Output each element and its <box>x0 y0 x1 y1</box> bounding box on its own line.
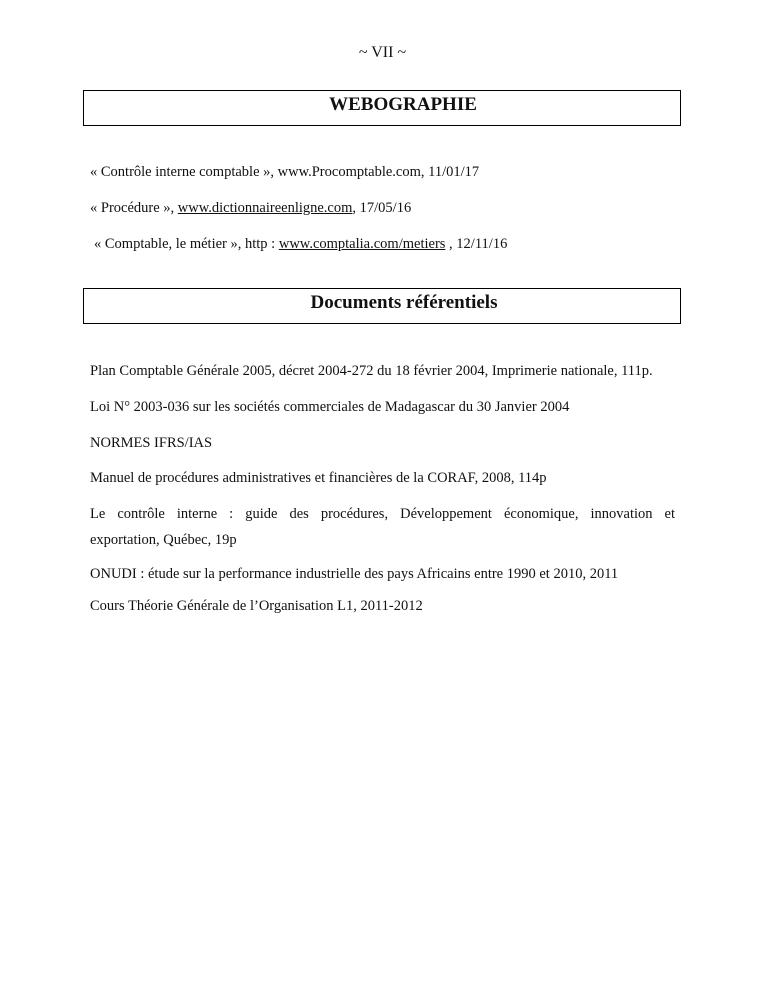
webographie-header-box <box>83 90 681 126</box>
document-entry: Loi N° 2003-036 sur les sociétés commerciales de Madagascar du 30 Janvier 2004 <box>90 399 570 415</box>
document-entry: ONUDI : étude sur la performance industrielle des pays Africains entre 1990 et 2010, 2011 <box>90 566 619 582</box>
entry-link[interactable]: www.comptalia.com/metiers <box>278 236 446 252</box>
webographie-entry: « Contrôle interne comptable », www.Procomptable.com, 11/01/17 <box>90 164 480 180</box>
entry-link[interactable]: www.dictionnaireenligne.com <box>177 200 353 216</box>
document-entry-multiline <box>90 501 675 553</box>
document-entry: Plan Comptable Générale 2005, décret 2004-272 du 18 février 2004, Imprimerie nationale, 111p. <box>90 363 653 379</box>
webographie-entry <box>94 236 507 253</box>
documents-header-box <box>83 288 681 324</box>
webographie-title: WEBOGRAPHIE <box>329 94 477 115</box>
page-number: ~ VII ~ <box>358 44 407 61</box>
document-entry: Cours Théorie Générale de l’Organisation L1, 2011-2012 <box>90 598 423 614</box>
documents-title: Documents référentiels <box>310 292 498 313</box>
webographie-entry <box>90 200 411 217</box>
document-entry-line: Le contrôle interne : guide des procédures, Développement économique, innovation et <box>90 506 675 522</box>
entry-text: « Procédure », <box>90 200 178 216</box>
document-entry: Manuel de procédures administratives et financières de la CORAF, 2008, 114p <box>90 470 547 486</box>
document-entry-line: exportation, Québec, 19p <box>90 532 237 548</box>
entry-text: « Comptable, le métier », http : <box>94 236 279 252</box>
entry-text: , 12/11/16 <box>445 236 508 252</box>
entry-text: , 17/05/16 <box>352 200 412 216</box>
document-entry: NORMES IFRS/IAS <box>90 435 213 451</box>
